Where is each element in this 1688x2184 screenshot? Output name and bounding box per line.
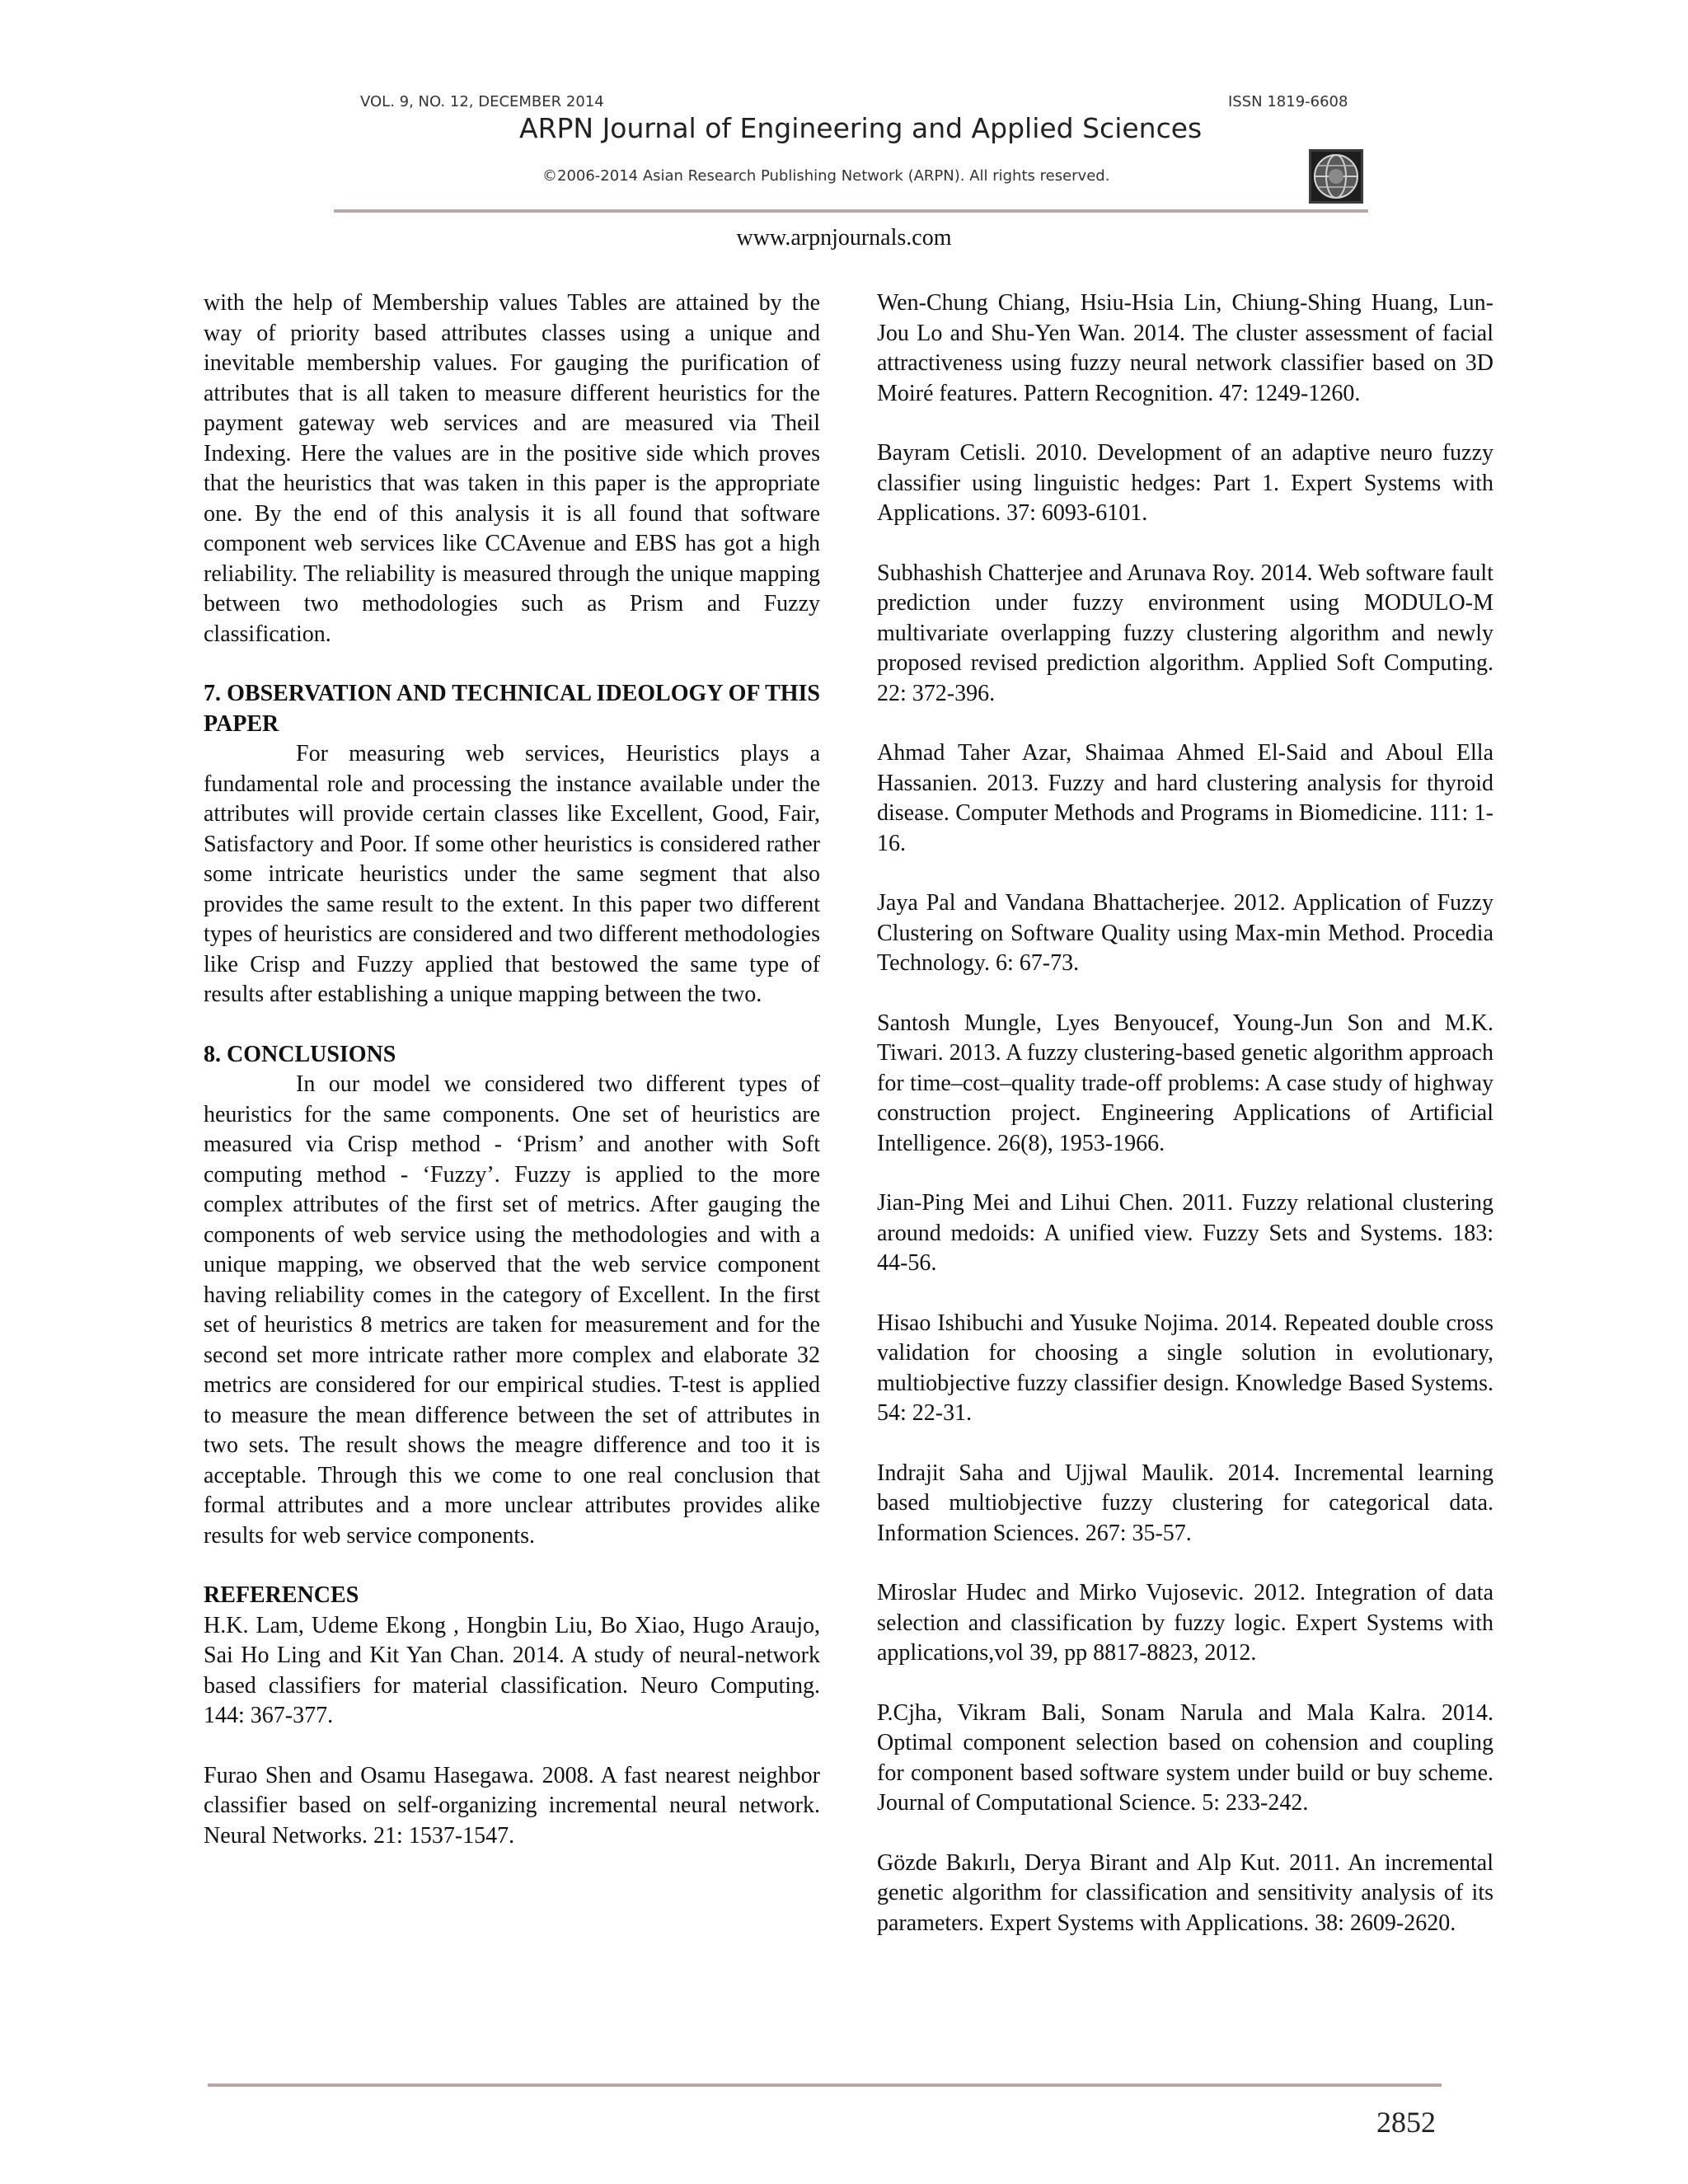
reference-item: Indrajit Saha and Ujjwal Maulik. 2014. Incremental learning based multiobjective fuzzy clustering for categorical data. Information Sciences. 267: 35-57. bbox=[877, 1460, 1493, 1546]
section-7-body: For measuring web services, Heuristics plays a fundamental role and processing the instance available under the attributes will provide certain classes like Excellent, Good, Fair, Satisfactory and Poor. If some other heuristics is considered rather some intricate heuristics under the same segment that also provides the same result to the extent. In this paper two different types of heuristics are considered and two different methodologies like Crisp and Fuzzy applied that bestowed the same type of results after establishing a unique mapping between the two. bbox=[204, 741, 820, 1007]
footer-rule bbox=[208, 2083, 1442, 2087]
left-column bbox=[204, 288, 820, 1881]
issn-info: ISSN 1819-6608 bbox=[1228, 93, 1348, 110]
reference-item: Gözde Bakırlı, Derya Birant and Alp Kut. 2011. An incremental genetic algorithm for classification and sensitivity analysis of its parameters. Expert Systems with Applications. 38: 2609-2620. bbox=[877, 1849, 1493, 1936]
section-8-heading: 8. CONCLUSIONS bbox=[204, 1041, 396, 1067]
reference-item: Santosh Mungle, Lyes Benyoucef, Young-Jun Son and M.K. Tiwari. 2013. A fuzzy clustering-based genetic algorithm approach for time–cost–quality trade-off problems: A case study of highway construction project. Engineering Applications of Artificial Intelligence. 26(8), 1953-1966. bbox=[877, 1010, 1493, 1156]
header-rule bbox=[334, 209, 1368, 213]
volume-info: VOL. 9, NO. 12, DECEMBER 2014 bbox=[360, 93, 604, 110]
reference-item: Miroslar Hudec and Mirko Vujosevic. 2012. Integration of data selection and classification by fuzzy logic. Expert Systems with applications,vol 39, pp 8817-8823, 2012. bbox=[877, 1580, 1493, 1666]
intro-paragraph: with the help of Membership values Tables are attained by the way of priority based attributes classes using a unique and inevitable membership values. For gauging the purification of attributes that is all taken to measure different heuristics for the payment gateway web services and are measured via Theil Indexing. Here the values are in the positive side which proves that the heuristics that was taken in this paper is the appropriate one. By the end of this analysis it is all found that software component web services like CCAvenue and EBS has got a high reliability. The reliability is measured through the unique mapping between two methodologies such as Prism and Fuzzy classification. bbox=[204, 290, 820, 647]
reference-item: P.Cjha, Vikram Bali, Sonam Narula and Mala Kalra. 2014. Optimal component selection based on cohension and coupling for component based software system under build or buy scheme. Journal of Computational Science. 5: 233-242. bbox=[877, 1699, 1493, 1816]
references-heading: REFERENCES bbox=[204, 1582, 359, 1608]
website-url: www.arpnjournals.com bbox=[736, 225, 952, 251]
reference-item: Jaya Pal and Vandana Bhattacherjee. 2012. Application of Fuzzy Clustering on Software Quality using Max-min Method. Procedia Technology. 6: 67-73. bbox=[877, 890, 1493, 976]
reference-item: Furao Shen and Osamu Hasegawa. 2008. A fast nearest neighbor classifier based on self-organizing incremental neural network. Neural Networks. 21: 1537-1547. bbox=[204, 1762, 820, 1849]
journal-title: ARPN Journal of Engineering and Applied Sciences bbox=[519, 112, 1203, 144]
reference-item: H.K. Lam, Udeme Ekong , Hongbin Liu, Bo Xiao, Hugo Araujo, Sai Ho Ling and Kit Yan Chan. 2014. A study of neural-network based classifiers for material classification. Neuro Computing. 144: 367-377. bbox=[204, 1612, 820, 1728]
copyright-notice: ©2006-2014 Asian Research Publishing Network (ARPN). All rights reserved. bbox=[542, 167, 1110, 185]
arpn-globe-logo-icon bbox=[1309, 149, 1363, 204]
section-8-body: In our model we considered two different types of heuristics for the same components. One set of heuristics are measured via Crisp method - ‘Prism’ and another with Soft computing method - ‘Fuzzy’. Fuzzy is applied to the more complex attributes of the first set of metrics. After gauging the components of web service using the methodologies and with a unique mapping, we observed that the web service component having reliability comes in the category of Excellent. In the first set of heuristics 8 metrics are taken for measurement and for the second set more intricate rather more complex and elaborate 32 metrics are considered for our empirical studies. T-test is applied to measure the mean difference between the set of attributes in two sets. The result shows the meagre difference and too it is acceptable. Through this we come to one real conclusion that formal attributes and a more unclear attributes provides alike results for web service components. bbox=[204, 1071, 820, 1549]
reference-item: Bayram Cetisli. 2010. Development of an adaptive neuro fuzzy classifier using linguistic hedges: Part 1. Expert Systems with Applications. 37: 6093-6101. bbox=[877, 440, 1493, 526]
reference-item: Jian-Ping Mei and Lihui Chen. 2011. Fuzzy relational clustering around medoids: A unified view. Fuzzy Sets and Systems. 183: 44-56. bbox=[877, 1190, 1493, 1276]
page-number: 2852 bbox=[1376, 2106, 1436, 2139]
reference-item: Ahmad Taher Azar, Shaimaa Ahmed El-Said and Aboul Ella Hassanien. 2013. Fuzzy and hard clustering analysis for thyroid disease. Computer Methods and Programs in Biomedicine. 111: 1-16. bbox=[877, 740, 1493, 856]
reference-item: Subhashish Chatterjee and Arunava Roy. 2014. Web software fault prediction under fuzzy environment using MODULO-M multivariate overlapping fuzzy clustering algorithm and newly proposed revised prediction algorithm. Applied Soft Computing. 22: 372-396. bbox=[877, 560, 1493, 706]
reference-item: Wen-Chung Chiang, Hsiu-Hsia Lin, Chiung-Shing Huang, Lun-Jou Lo and Shu-Yen Wan. 2014. The cluster assessment of facial attractiveness using fuzzy neural network classifier based on 3D Moiré features. Pattern Recognition. 47: 1249-1260. bbox=[877, 290, 1493, 406]
section-7-heading: 7. OBSERVATION AND TECHNICAL IDEOLOGY OF THIS PAPER bbox=[204, 681, 820, 737]
reference-item: Hisao Ishibuchi and Yusuke Nojima. 2014. Repeated double cross validation for choosing a single solution in evolutionary, multiobjective fuzzy classifier design. Knowledge Based Systems. 54: 22-31. bbox=[877, 1310, 1493, 1426]
right-column bbox=[877, 288, 1493, 1968]
